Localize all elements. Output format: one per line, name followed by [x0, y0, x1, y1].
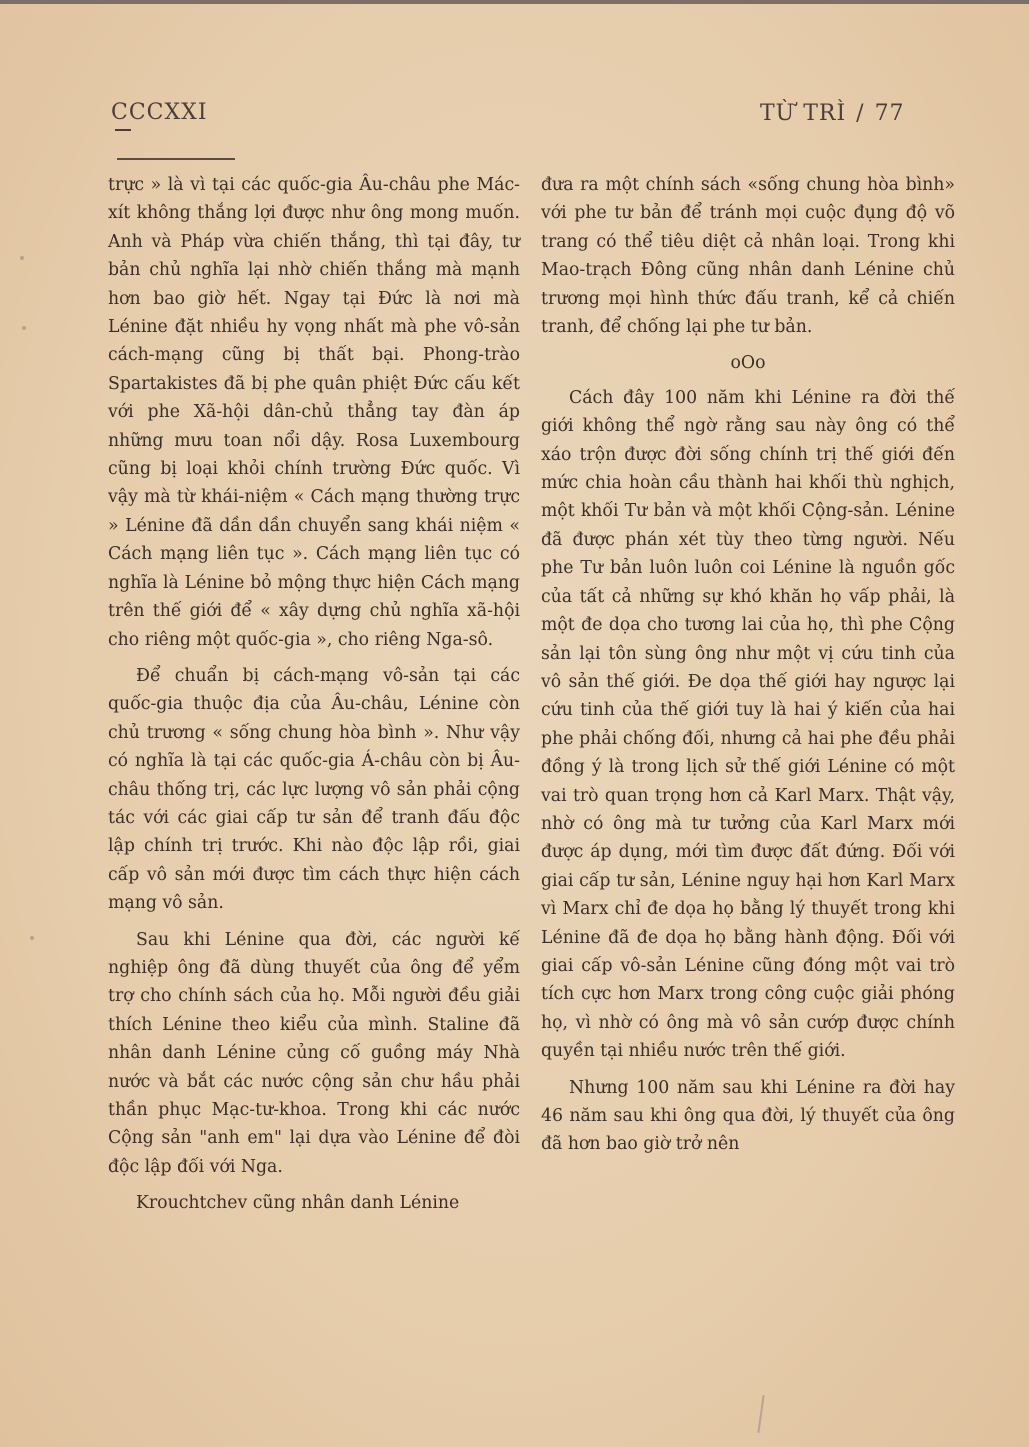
- paragraph: Để chuẩn bị cách-mạng vô-sản tại các quốc-gia thuộc địa của Âu-châu, Lénine còn chủ trương « sống chung hòa bình ». Như vậy có nghĩa là tại các quốc-gia Á-châu còn bị Âu-châu thống trị, các lực lượng vô sản phải cộng tác với các giai cấp tư sản để tranh đấu độc lập chính trị trước. Khi nào độc lập rồi, giai cấp vô sản mới được tìm cách thực hiện cách mạng vô sản.: [108, 665, 520, 914]
- paragraph: trực » là vì tại các quốc-gia Âu-châu phe Mác-xít không thắng lợi được như ông mong muốn. Anh và Pháp vừa chiến thắng, thì tại đây, tư bản chủ nghĩa lại nhờ chiến thắng mà mạnh hơn bao giờ hết. Ngay tại Đức là nơi mà Lénine đặt nhiều hy vọng nhất mà phe vô-sản cách-mạng cũng bị thất bại. Phong-trào Spartakistes đã bị phe quân phiệt Đức cấu kết với phe Xã-hội dân-chủ thẳng tay đàn áp những mưu toan nổi dậy. Rosa Luxembourg cũng bị loại khỏi chính trường Đức quốc. Vì vậy mà từ khái-niệm « Cách mạng thường trực » Lénine đã dần dần chuyển sang khái niệm « Cách mạng liên tục ». Cách mạng liên tục có nghĩa là Lénine bỏ mộng thực hiện Cách mạng trên thế giới để « xây dựng chủ nghĩa xã-hội cho riêng một quốc-gia », cho riêng Nga-sô.: [108, 175, 520, 650]
- header-underline: [115, 129, 131, 131]
- paragraph: Nhưng 100 năm sau khi Lénine ra đời hay 46 năm sau khi ông qua đời, lý thuyết của ông đã hơn bao giờ trở nên: [541, 1077, 955, 1155]
- left-column: [108, 171, 520, 1226]
- paragraph: đưa ra một chính sách «sống chung hòa bình» với phe tư bản để tránh mọi cuộc đụng độ võ trang có thể tiêu diệt cả nhân loại. Trong khi Mao-trạch Đông cũng nhân danh Lénine chủ trương mọi hình thức đấu tranh, kể cả chiến tranh, để chống lại phe tư bản.: [541, 175, 955, 338]
- header-separator: /: [856, 101, 865, 126]
- paragraph: Krouchtchev cũng nhân danh Lénine: [136, 1193, 460, 1214]
- running-header: [760, 101, 905, 126]
- column-rule: [117, 158, 235, 160]
- paper-speck: [22, 326, 26, 330]
- magazine-title: TỪ TRÌ: [760, 101, 847, 126]
- section-divider: oOo: [730, 353, 766, 374]
- paper-speck: [20, 256, 24, 260]
- page-top-edge: [0, 0, 1029, 4]
- paragraph: Cách đây 100 năm khi Lénine ra đời thế giới không thể ngờ rằng sau này ông có thể xáo trộn được đời sống chính trị thế giới đến mức chia hoàn cầu thành hai khối thù nghịch, một khối Tư bản và một khối Cộng-sản. Lénine đã được phán xét tùy theo từng người. Nếu phe Tư bản luôn luôn coi Lénine là nguồn gốc của tất cả những sự khó khăn họ vấp phải, là một đe dọa cho tương lai của họ, thì phe Cộng sản lại tôn sùng ông như một vị cứu tinh của vô sản thế giới. Đe dọa thế giới hay ngược lại cứu tinh của thế giới tuy là hai ý kiến của hai phe phải chống đối, nhưng cả hai phe đều phải đồng ý là trong lịch sử thế giới Lénine có một vai trò quan trọng hơn cả Karl Marx. Thật vậy, nhờ có ông mà tư tưởng của Karl Marx mới được áp dụng, mới tìm được đất đứng. Đối với giai cấp tư sản, Lénine nguy hại hơn Karl Marx vì Marx chỉ đe dọa họ bằng lý thuyết trong khi Lénine đã đe dọa họ bằng hành động. Đối với giai cấp vô-sản Lénine cũng đóng một vai trò tích cực hơn Marx trong công cuộc giải phóng họ, vì nhờ có ông mà vô sản cướp được chính quyền tại nhiều nước trên thế giới.: [541, 387, 955, 1062]
- paper-speck: [30, 936, 34, 940]
- paragraph: Sau khi Lénine qua đời, các người kế nghiệp ông đã dùng thuyết của ông để yểm trợ cho chính sách của họ. Mỗi người đều giải thích Lénine theo kiểu của mình. Staline đã nhân danh Lénine củng cố guồng máy Nhà nước và bắt các nước cộng sản chư hầu phải thần phục Mạc-tư-khoa. Trong khi các nước Cộng sản "anh em" lại dựa vào Lénine để đòi độc lập đối với Nga.: [108, 929, 520, 1177]
- right-column: [541, 171, 955, 1167]
- page-number: 77: [874, 101, 905, 126]
- paper-scratch: [757, 1395, 764, 1433]
- issue-number: CCCXXI: [111, 100, 208, 125]
